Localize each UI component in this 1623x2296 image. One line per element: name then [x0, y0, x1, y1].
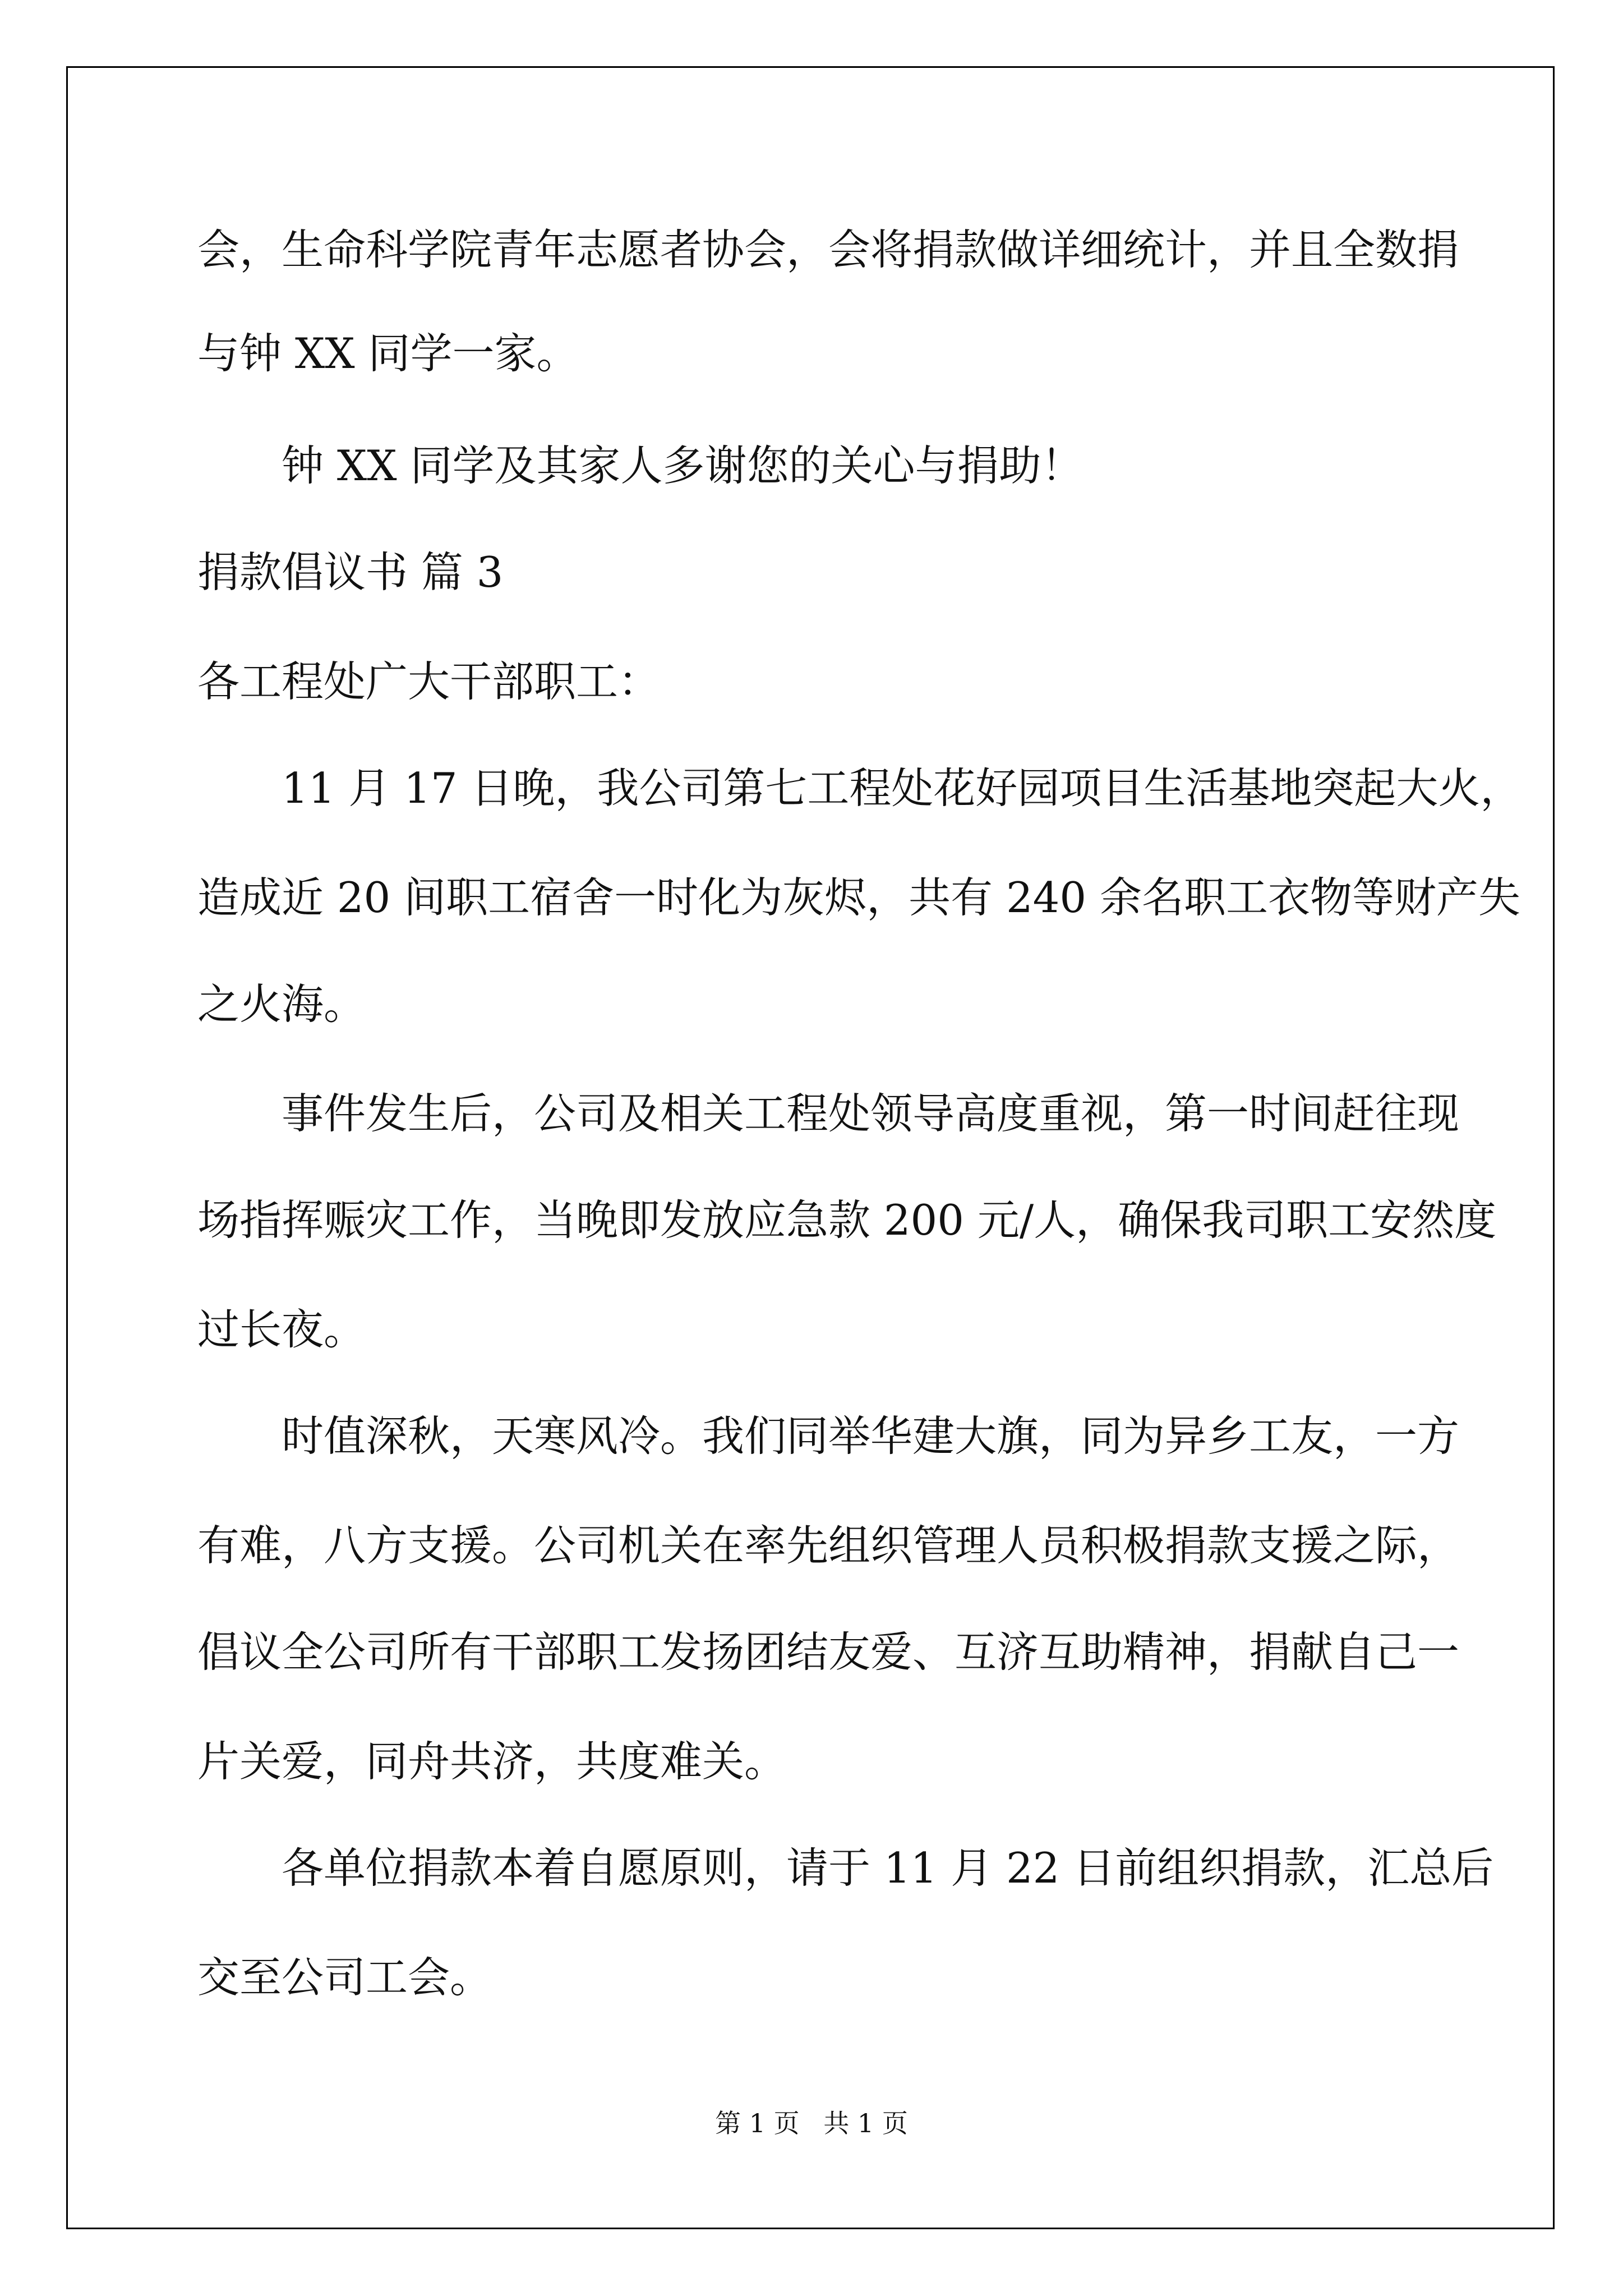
text-line-12: 时值深秋，天寒风冷。我们同举华建大旗，同为异乡工友，一方 — [282, 1411, 1460, 1461]
text-line-11: 过长夜。 — [197, 1305, 366, 1354]
text-line-16: 各单位捐款本着自愿原则，请于 11 月 22 日前组织捐款，汇总后 — [282, 1843, 1494, 1893]
page-border — [66, 66, 1555, 2229]
salutation: 各工程处广大干部职工： — [197, 657, 661, 706]
text-line-9: 事件发生后，公司及相关工程处领导高度重视，第一时间赶往现 — [282, 1089, 1460, 1138]
text-line-13: 有难，八方支援。公司机关在率先组织管理人员积极捐款支援之际， — [197, 1521, 1460, 1570]
section-heading: 捐款倡议书 篇 3 — [197, 547, 504, 597]
text-line-2: 与钟 XX 同学一家。 — [197, 329, 579, 378]
page-number: 第 1 页 — [715, 2108, 800, 2138]
text-line-8: 之火海。 — [197, 979, 366, 1029]
text-line-1: 会，生命科学院青年志愿者协会，会将捐款做详细统计，并且全数捐 — [197, 225, 1460, 274]
text-line-3: 钟 XX 同学及其家人多谢您的关心与捐助！ — [282, 441, 1083, 490]
text-line-15: 片关爱，同舟共济，共度难关。 — [197, 1737, 787, 1786]
text-line-10: 场指挥赈灾工作，当晚即发放应急款 200 元/人，确保我司职工安然度 — [197, 1195, 1497, 1245]
text-line-17: 交至公司工会。 — [197, 1953, 492, 2002]
page-total: 共 1 页 — [823, 2108, 908, 2138]
text-line-6: 11 月 17 日晚，我公司第七工程处花好园项目生活基地突起大火， — [282, 763, 1523, 813]
text-line-7: 造成近 20 间职工宿舍一时化为灰烬，共有 240 余名职工衣物等财产失 — [197, 873, 1520, 922]
text-line-14: 倡议全公司所有干部职工发扬团结友爱、互济互助精神，捐献自己一 — [197, 1627, 1460, 1677]
page-footer — [0, 2106, 1623, 2140]
